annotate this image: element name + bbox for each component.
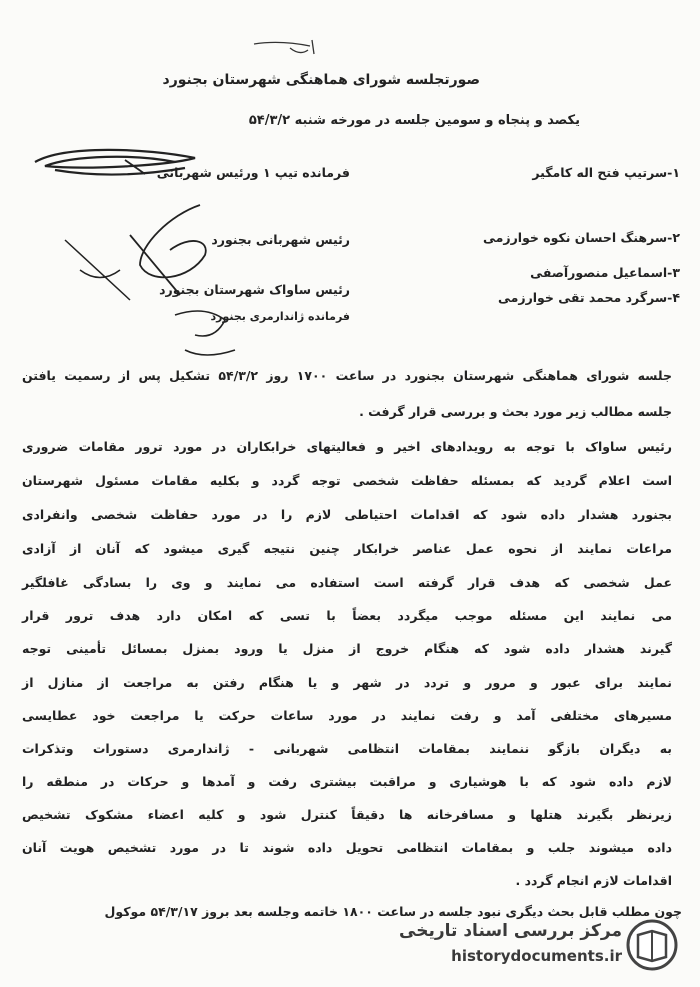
body-line-4: مراعات نمایند از نحوه عمل عناصر خرابکار چنین نتیجه گیری میشود که آنان از آزادی <box>22 541 672 556</box>
attendee-role-3: رئیس ساواک شهرستان بجنورد <box>159 282 350 297</box>
body-line-14: اقدامات لازم انجام گردد . <box>515 873 672 888</box>
top-mark <box>250 34 330 60</box>
document-title: صورتجلسه شورای هماهنگی شهرستان بجنورد <box>162 72 480 88</box>
attendee-role-2: رئیس شهربانی بجنورد <box>211 232 350 247</box>
attendee-3: ۳-اسماعیل منصورآصفی <box>530 265 680 280</box>
attendee-role-1: فرمانده تیپ ۱ ورئیس شهربانی <box>156 165 350 180</box>
body-line-13: داده میشوند جلب و بمقامات انتظامی تحویل داده شوند تا در مورد تشخیص هویت آنان <box>22 840 672 855</box>
body-line-6: می نمایند این مسئله موجب میگردد بعضاً با تسی که امکان دارد هدف ترور قرار <box>22 608 672 623</box>
attendee-2: ۲-سرهنگ احسان نکوه خوارزمی <box>483 230 680 245</box>
session-line: یکصد و پنجاه و سومین جلسه در مورخه شنبه ۵۴/۳/۲ <box>248 113 580 128</box>
watermark-name: مرکز بررسی اسناد تاریخی <box>399 921 622 941</box>
intro-line-2: جلسه مطالب زیر مورد بحث و بررسی قرار گرفت . <box>359 404 672 419</box>
body-line-9: مسیرهای مختلفی آمد و رفت نمایند در مورد ساعات حرکت یا مراجعت خود عطایسی <box>22 708 672 723</box>
signature-3 <box>60 230 150 310</box>
attendee-4: ۴-سرگرد محمد تقی خوارزمی <box>497 290 680 305</box>
closing-line: چون مطلب قابل بحث دیگری نبود جلسه در ساعت ۱۸۰۰ خاتمه وجلسه بعد بروز ۵۴/۳/۱۷ موکول <box>104 904 682 919</box>
attendee-role-4: فرمانده ژاندارمری بجنورد <box>210 310 350 323</box>
watermark-site: historydocuments.ir <box>451 947 622 965</box>
body-line-7: گیرند هشدار داده شود که هنگام خروج از منزل یا ورود بمنزل بمسائل تأمینی توجه <box>22 641 672 656</box>
archive-logo-icon <box>626 919 678 971</box>
watermark <box>399 913 680 975</box>
body-line-1: رئیس ساواک با توجه به رویدادهای اخیر و فعالیتهای خرابکاران در مورد ترور مقامات ضروری <box>22 439 672 454</box>
body-line-11: لازم داده شود که با هوشیاری و مراقبت بیشتری رفت و آمدها و حرکات در منطقه را <box>22 774 672 789</box>
body-line-5: عمل شخصی که هدف قرار گرفته است استفاده می نمایند و وی را بسادگی غافلگیر <box>22 575 672 590</box>
body-line-2: است اعلام گردید که بمسئله حفاظت شخصی توجه گردد و بکلیه مقامات مسئول شهرستان <box>22 473 672 488</box>
body-line-8: نمایند برای عبور و مرور و تردد در شهر و یا هنگام رفتن به مراجعت از منازل از <box>22 675 672 690</box>
body-line-10: به دیگران بازگو ننمایند بمقامات انتظامی شهربانی - ژاندارمری دستورات وتذکرات <box>22 741 672 756</box>
body-line-3: بجنورد هشدار داده شود که اقدامات احتیاطی لازم را در مورد حفاظت شخصی وانفرادی <box>22 507 672 522</box>
body-line-12: زیرنظر بگیرند هتلها و مسافرخانه ها دقیقاً کنترل شود و کلیه اعضاء مشکوک تشخیص <box>22 807 672 822</box>
attendee-1: ۱-سرتیپ فتح اله کامگیر <box>532 165 680 180</box>
intro-line-1: جلسه شورای هماهنگی شهرستان بجنورد در ساعت ۱۷۰۰ روز ۵۴/۳/۲ تشکیل پس از رسمیت یافتن <box>22 368 672 383</box>
